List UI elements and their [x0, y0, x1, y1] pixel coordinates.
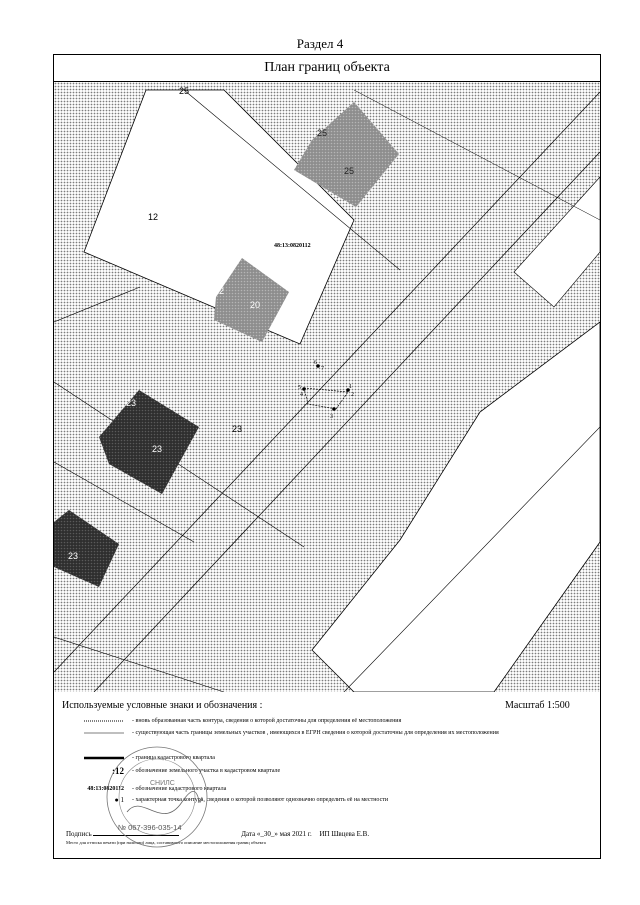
building-label: 23 — [152, 444, 163, 454]
parcel-label: 23 — [126, 398, 137, 408]
legend-symbol: :12 — [112, 766, 124, 776]
point-label: 2 — [351, 392, 354, 398]
plan-title: План границ объекта — [53, 54, 601, 82]
thin-line-icon — [84, 731, 124, 735]
handwritten-signature — [127, 791, 202, 813]
point-label: 7 — [321, 366, 324, 372]
legend-symbol — [62, 718, 124, 725]
point-label: 4 — [300, 392, 303, 398]
parcel-label: 25 — [179, 86, 190, 96]
point-marker — [332, 407, 336, 411]
building-label: 20 — [250, 300, 261, 310]
legend-title: Используемые условные знаки и обозначения : — [62, 700, 263, 711]
point-marker — [302, 387, 306, 391]
map-scale: Масштаб 1:500 — [505, 700, 570, 711]
boundary-plan-map — [54, 82, 600, 692]
signature-name: ИП Швцева Е.В. — [319, 830, 370, 838]
stamp-text: СНИЛС — [150, 780, 175, 787]
signature-date: Дата «_30_» мая 2021 г. — [241, 830, 312, 838]
seal-stamp — [102, 742, 212, 852]
legend-text: - существующая часть границы земельных участков , имеющихся в ЕГРН сведения о которой достаточны для определения их местоположения — [132, 730, 499, 736]
legend-text: - обозначение земельного участка в кадастровом квартале — [132, 768, 281, 774]
legend-symbol — [62, 730, 124, 737]
stamp-number: № 067-396-035-14 — [118, 823, 182, 832]
building-label: 23 — [68, 551, 79, 561]
building-label: 25 — [344, 166, 355, 176]
parcel-label: 23 — [232, 424, 243, 434]
parcel-label: 12 — [214, 286, 225, 296]
point-label: 3 — [330, 414, 333, 420]
legend-text: - обозначение кадастрового квартала — [132, 786, 227, 792]
legend-text: - граница кадастрового квартала — [132, 755, 215, 761]
section-title: Раздел 4 — [296, 36, 344, 51]
stamp-place-note: Место для оттиска печати (при наличии) лица, составившего описание местоположения границ объекта — [66, 840, 266, 845]
legend-symbol-text: 1 — [120, 796, 124, 804]
legend-symbol: ● 1 — [114, 796, 124, 804]
legend-text: - характерная точка контура, сведения о которой позволяют однозначно определить её на местности — [132, 797, 389, 803]
dashed-line-icon — [84, 719, 124, 723]
cadastral-block-label: 48:13:0820112 — [274, 243, 311, 249]
point-label: 5 — [298, 385, 301, 391]
parcel-label: 25 — [317, 128, 328, 138]
signature-label: Подпись — [66, 830, 92, 838]
legend-text: - вновь образованная часть контура, сведения о которой достаточны для определения её местоположения — [132, 718, 402, 724]
parcel-label: 12 — [148, 212, 159, 222]
point-label: 1 — [349, 384, 352, 390]
point-label: 6 — [314, 360, 317, 366]
legend-symbol: 48:13:0820112 — [87, 786, 124, 792]
